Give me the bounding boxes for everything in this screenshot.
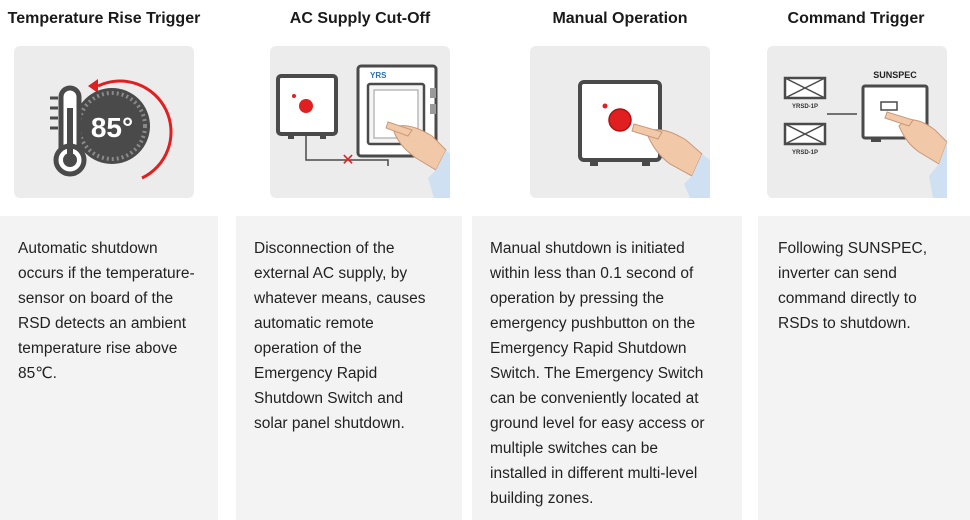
column-description: Manual shutdown is initiated within less than 0.1 second of operation by pressing the emergency pushbutton on the Emergency Rapid Shutdown Switch. The Emergency Switch can be conveniently located at ground level for easy access or multiple switches can be installed in different multi-level building zones. — [490, 240, 705, 507]
column-description: Automatic shutdown occurs if the temperature- sensor on board of the RSD detects an ambient temperature rise above 85℃. — [18, 240, 195, 382]
rsd-label: YRSD-1P — [791, 104, 819, 110]
sunspec-command-icon — [767, 46, 947, 198]
thermometer-85-icon — [14, 46, 194, 198]
temperature-value: 85° — [90, 112, 134, 143]
ac-cutoff-illustration — [270, 46, 450, 198]
device-brand-label: YRS — [370, 71, 387, 80]
command-illustration — [767, 46, 947, 198]
description-panel — [0, 216, 218, 520]
manual-illustration — [530, 46, 710, 198]
column-title: AC Supply Cut-Off — [289, 10, 431, 27]
manual-button-icon — [530, 46, 710, 198]
description-panel — [758, 216, 970, 520]
column-title: Manual Operation — [552, 10, 688, 27]
sunspec-label: SUNSPEC — [873, 70, 917, 80]
ac-cutoff-icon — [270, 46, 450, 198]
description-panel — [236, 216, 462, 520]
svg-text:✕: ✕ — [341, 152, 355, 169]
column-description: Following SUNSPEC, inverter can send command directly to RSDs to shutdown. — [778, 240, 928, 332]
column-description: Disconnection of the external AC supply, by whatever means, causes automatic remote operation of the Emergency Rapid Shutdown Switch and solar panel shutdown. — [254, 240, 426, 432]
column-title: Command Trigger — [787, 10, 925, 27]
rsd-label: YRSD-1P — [791, 150, 819, 156]
temperature-illustration — [14, 46, 194, 198]
description-panel — [472, 216, 742, 520]
column-title: Temperature Rise Trigger — [7, 10, 201, 27]
